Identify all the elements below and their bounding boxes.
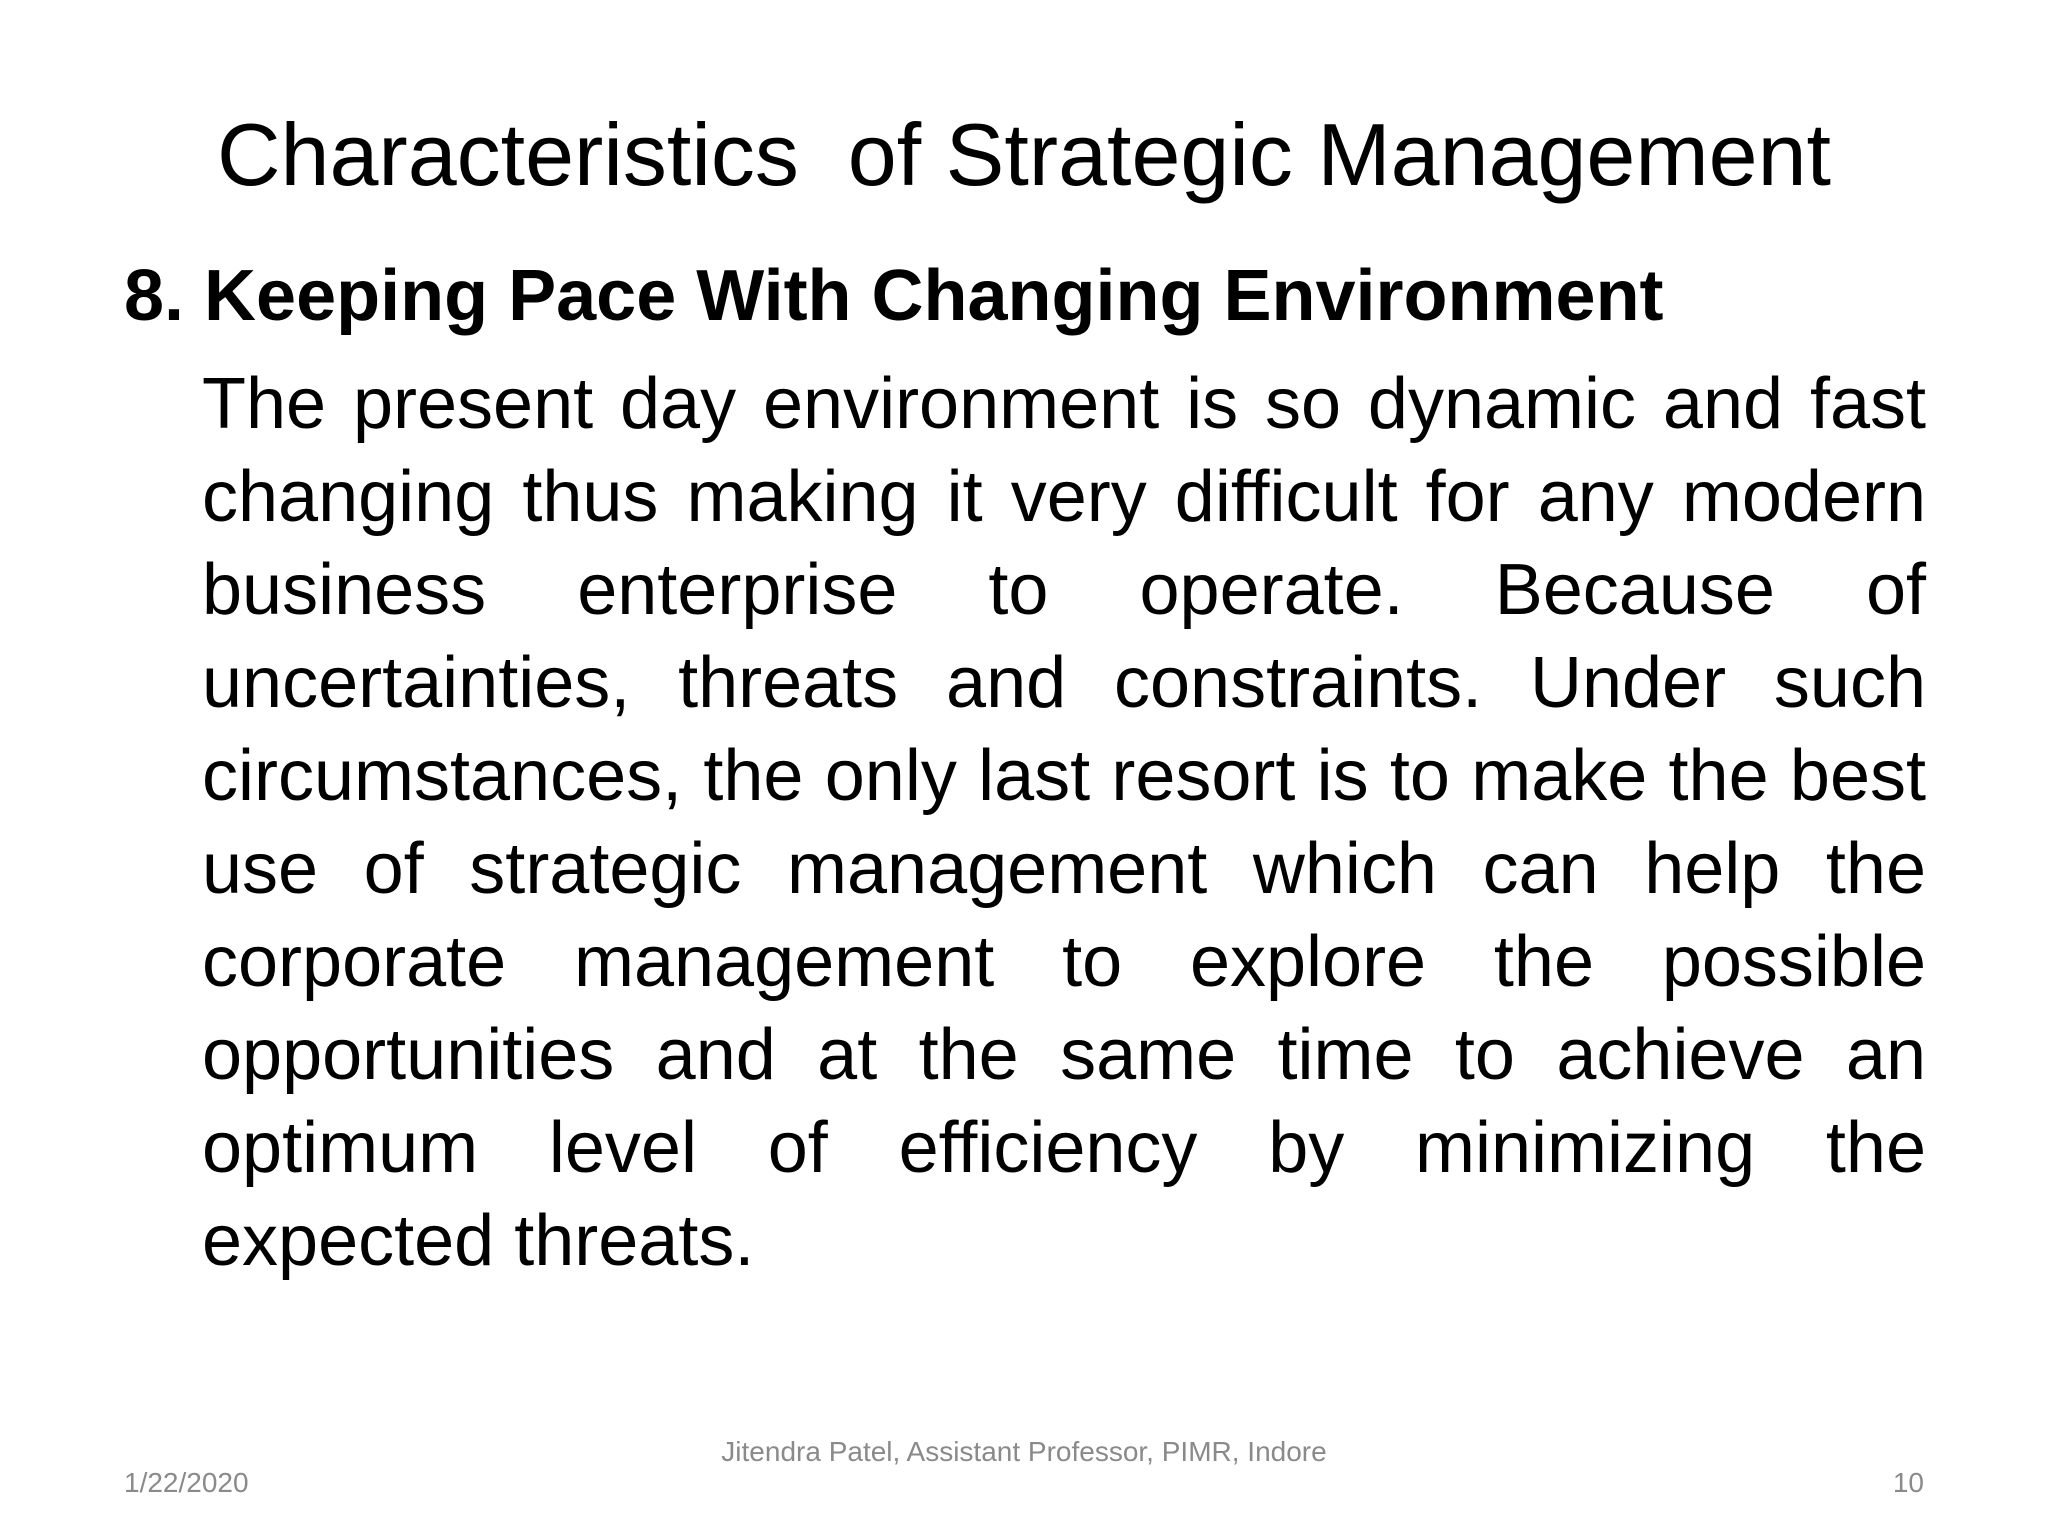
slide-title: Characteristics of Strategic Management [216,105,1832,204]
point-body: The present day environment is so dynamic and fast changing thus making it very difficult for any modern business enterprise to operate. Because of uncertainties, threats and constraints. Under such circumstances, the only last resort is to make the best use of strategic management which can help the corporate management to explore the possible opportunities and at the same time to achieve an optimum level of efficiency by minimizing the expected threats. [202,364,1926,1281]
footer-date: 1/22/2020 [124,1467,249,1498]
footer-author: Jitendra Patel, Assistant Professor, PIMR, Indore [721,1436,1327,1467]
point-heading: 8. Keeping Pace With Changing Environment [124,256,1664,336]
footer-page-number: 10 [1892,1467,1924,1498]
